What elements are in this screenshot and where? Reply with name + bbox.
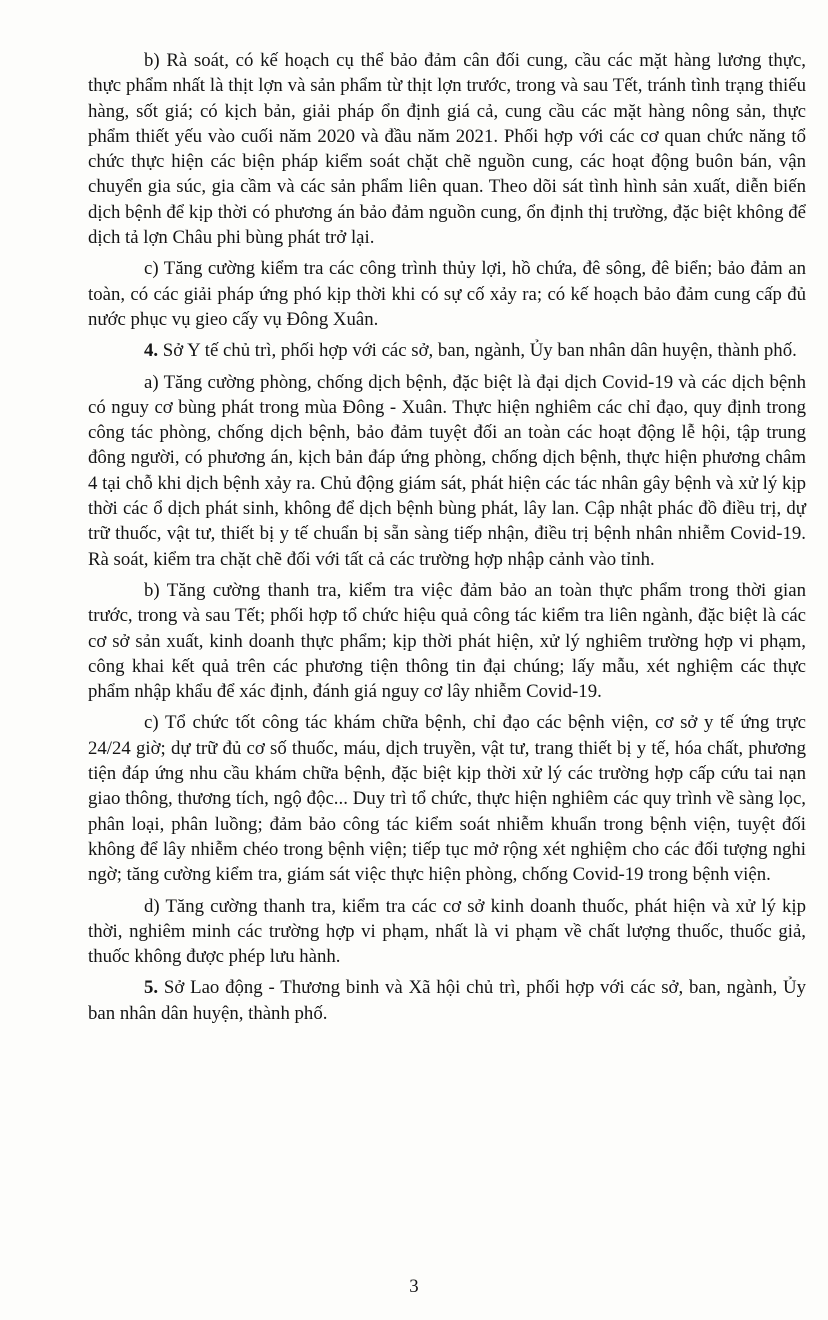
paragraph-3c [88,256,806,332]
section-5-heading [88,975,806,1026]
paragraph-text: c) Tổ chức tốt công tác khám chữa bệnh, chỉ đạo các bệnh viện, cơ sở y tế ứng trực 24/24 giờ; dự trữ đủ cơ số thuốc, máu, dịch truyền, vật tư, trang thiết bị y tế, hóa chất, phương tiện đáp ứng nhu cầu khám chữa bệnh, đặc biệt kịp thời xử lý các trường hợp cấp cứu tai nạn giao thông, thương tích, ngộ độc... Duy trì tổ chức, thực hiện nghiêm các quy trình về sàng lọc, phân loại, phân luồng; đảm bảo công tác kiểm soát nhiễm khuẩn trong bệnh viện, tuyệt đối không để lây nhiễm chéo trong bệnh viện; tiếp tục mở rộng xét nghiệm cho các đối tượng nghi ngờ; tăng cường kiểm tra, giám sát việc thực hiện phòng, chống Covid-19 trong bệnh viện. [88,712,806,886]
paragraph-4a [88,370,806,572]
section-number: 4. [144,340,159,362]
paragraph-4b [88,578,806,704]
section-4-heading [88,338,806,363]
page-number: 3 [409,1276,419,1297]
paragraph-text: d) Tăng cường thanh tra, kiểm tra các cơ sở kinh doanh thuốc, phát hiện và xử lý kịp thời, nghiêm minh các trường hợp vi phạm, nhất là vi phạm về chất lượng thuốc, thuốc giả, thuốc không được phép lưu hành. [88,895,806,968]
paragraph-text: Sở Lao động - Thương binh và Xã hội chủ trì, phối hợp với các sở, ban, ngành, Ủy ban nhân dân huyện, thành phố. [88,977,806,1024]
section-number: 5. [144,977,159,999]
paragraph-text: b) Tăng cường thanh tra, kiểm tra việc đảm bảo an toàn thực phẩm trong thời gian trước, trong và sau Tết; phối hợp tổ chức hiệu quả công tác kiểm tra liên ngành, đặc biệt là các cơ sở sản xuất, kinh doanh thực phẩm; kịp thời phát hiện, xử lý nghiêm trường hợp vi phạm, công khai kết quả trên các phương tiện thông tin đại chúng; lấy mẫu, xét nghiệm các thực phẩm nhập khẩu để xác định, đánh giá nguy cơ lây nhiễm Covid-19. [88,579,806,703]
paragraph-3b [88,48,806,250]
paragraph-4c [88,710,806,887]
paragraph-text: c) Tăng cường kiểm tra các công trình thủy lợi, hồ chứa, đê sông, đê biển; bảo đảm an toàn, có các giải pháp ứng phó kịp thời khi có sự cố xảy ra; có kế hoạch bảo đảm cung cấp đủ nước phục vụ gieo cấy vụ Đông Xuân. [88,258,806,330]
paragraph-text: Sở Y tế chủ trì, phối hợp với các sở, ban, ngành, Ủy ban nhân dân huyện, thành phố. [158,340,797,362]
document-body [88,48,806,1026]
paragraph-4d [88,894,806,970]
paragraph-text: a) Tăng cường phòng, chống dịch bệnh, đặc biệt là đại dịch Covid-19 và các dịch bệnh có nguy cơ bùng phát trong mùa Đông - Xuân. Thực hiện nghiêm các chỉ đạo, quy định trong công tác phòng, chống dịch bệnh, bảo đảm tuyệt đối an toàn các hoạt động lễ hội, tập trung đông người, có phương án, kịch bản đáp ứng phòng, chống dịch bệnh, thực hiện phương châm 4 tại chỗ khi dịch bệnh xảy ra. Chủ động giám sát, phát hiện các tác nhân gây bệnh và xử lý kịp thời các ổ dịch phát sinh, không để dịch bệnh bùng phát, lây lan. Cập nhật phác đồ điều trị, dự trữ thuốc, vật tư, thiết bị y tế chuẩn bị sẵn sàng tiếp nhận, điều trị bệnh nhân nhiễm Covid-19. Rà soát, kiểm tra chặt chẽ đối với tất cả các trường hợp nhập cảnh vào tỉnh. [88,371,806,570]
paragraph-text: b) Rà soát, có kế hoạch cụ thể bảo đảm cân đối cung, cầu các mặt hàng lương thực, thực phẩm nhất là thịt lợn và sản phẩm từ thịt lợn trước, trong và sau Tết, tránh tình trạng thiếu hàng, sốt giá; có kịch bản, giải pháp ổn định giá cả, cung cầu các mặt hàng nông sản, thực phẩm thiết yếu vào cuối năm 2020 và đầu năm 2021. Phối hợp với các cơ quan chức năng tổ chức thực hiện các biện pháp kiểm soát chặt chẽ nguồn cung, các hoạt động buôn bán, vận chuyển gia súc, gia cầm và các sản phẩm liên quan. Theo dõi sát tình hình sản xuất, diễn biến dịch bệnh để kịp thời có phương án bảo đảm nguồn cung, ổn định thị trường, đặc biệt không để dịch tả lợn Châu phi bùng phát trở lại. [88,50,806,249]
